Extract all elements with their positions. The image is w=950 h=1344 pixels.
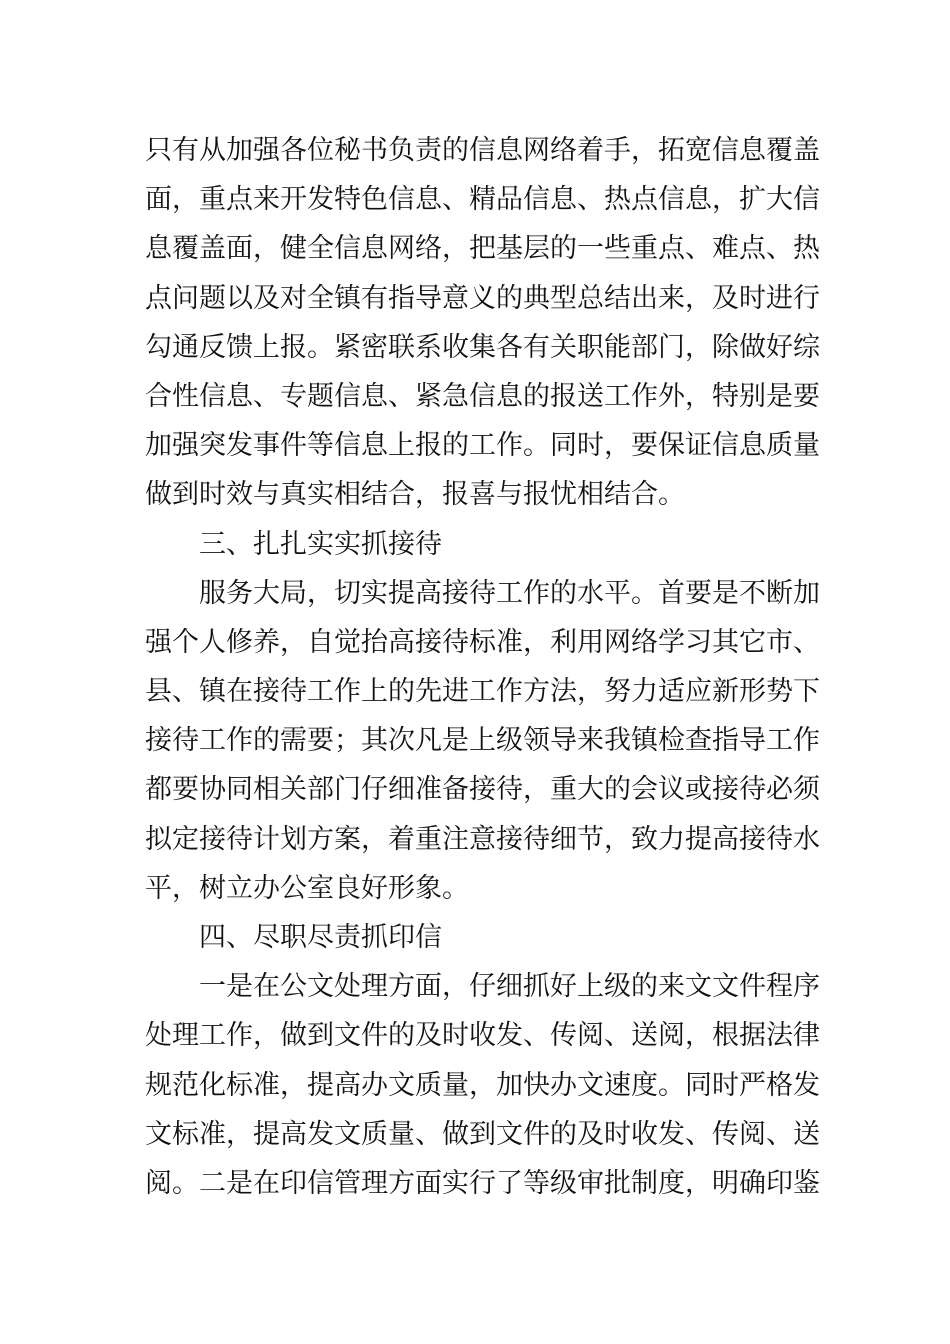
- text-line: 处理工作，做到文件的及时收发、传阅、送阅，根据法律: [145, 1020, 820, 1052]
- text-line: 文标准，提高发文质量、做到文件的及时收发、传阅、送: [145, 1118, 820, 1150]
- text-line: 面，重点来开发特色信息、精品信息、热点信息，扩大信: [145, 184, 820, 216]
- text-line: 接待工作的需要；其次凡是上级领导来我镇检查指导工作: [145, 725, 820, 757]
- text-line: 平，树立办公室良好形象。: [145, 872, 469, 904]
- section-heading: 三、扎扎实实抓接待: [199, 528, 442, 560]
- text-line: 阅。二是在印信管理方面实行了等级审批制度，明确印鉴: [145, 1167, 820, 1199]
- text-line: 都要协同相关部门仔细准备接待，重大的会议或接待必须: [145, 774, 820, 806]
- text-line: 规范化标准，提高办文质量，加快办文速度。同时严格发: [145, 1069, 820, 1101]
- text-line: 强个人修养，自觉抬高接待标准，利用网络学习其它市、: [145, 626, 820, 658]
- text-line: 合性信息、专题信息、紧急信息的报送工作外，特别是要: [145, 380, 820, 412]
- section-heading: 四、尽职尽责抓印信: [199, 922, 442, 953]
- text-line: 息覆盖面，健全信息网络，把基层的一些重点、难点、热: [145, 233, 820, 265]
- text-line: 点问题以及对全镇有指导意义的典型总结出来，及时进行: [145, 282, 820, 314]
- text-line: 拟定接待计划方案，着重注意接待细节，致力提高接待水: [145, 823, 820, 855]
- text-line: 做到时效与真实相结合，报喜与报忧相结合。: [145, 479, 685, 511]
- text-line: 加强突发事件等信息上报的工作。同时，要保证信息质量: [145, 430, 820, 462]
- text-line: 一是在公文处理方面，仔细抓好上级的来文文件程序: [199, 971, 820, 1003]
- text-line: 只有从加强各位秘书负责的信息网络着手，拓宽信息覆盖: [145, 135, 820, 166]
- document-body: [145, 126, 820, 1208]
- text-line: 服务大局，切实提高接待工作的水平。首要是不断加: [199, 577, 820, 609]
- text-line: 县、镇在接待工作上的先进工作方法，努力适应新形势下: [145, 676, 820, 708]
- text-line: 勾通反馈上报。紧密联系收集各有关职能部门，除做好综: [145, 331, 820, 363]
